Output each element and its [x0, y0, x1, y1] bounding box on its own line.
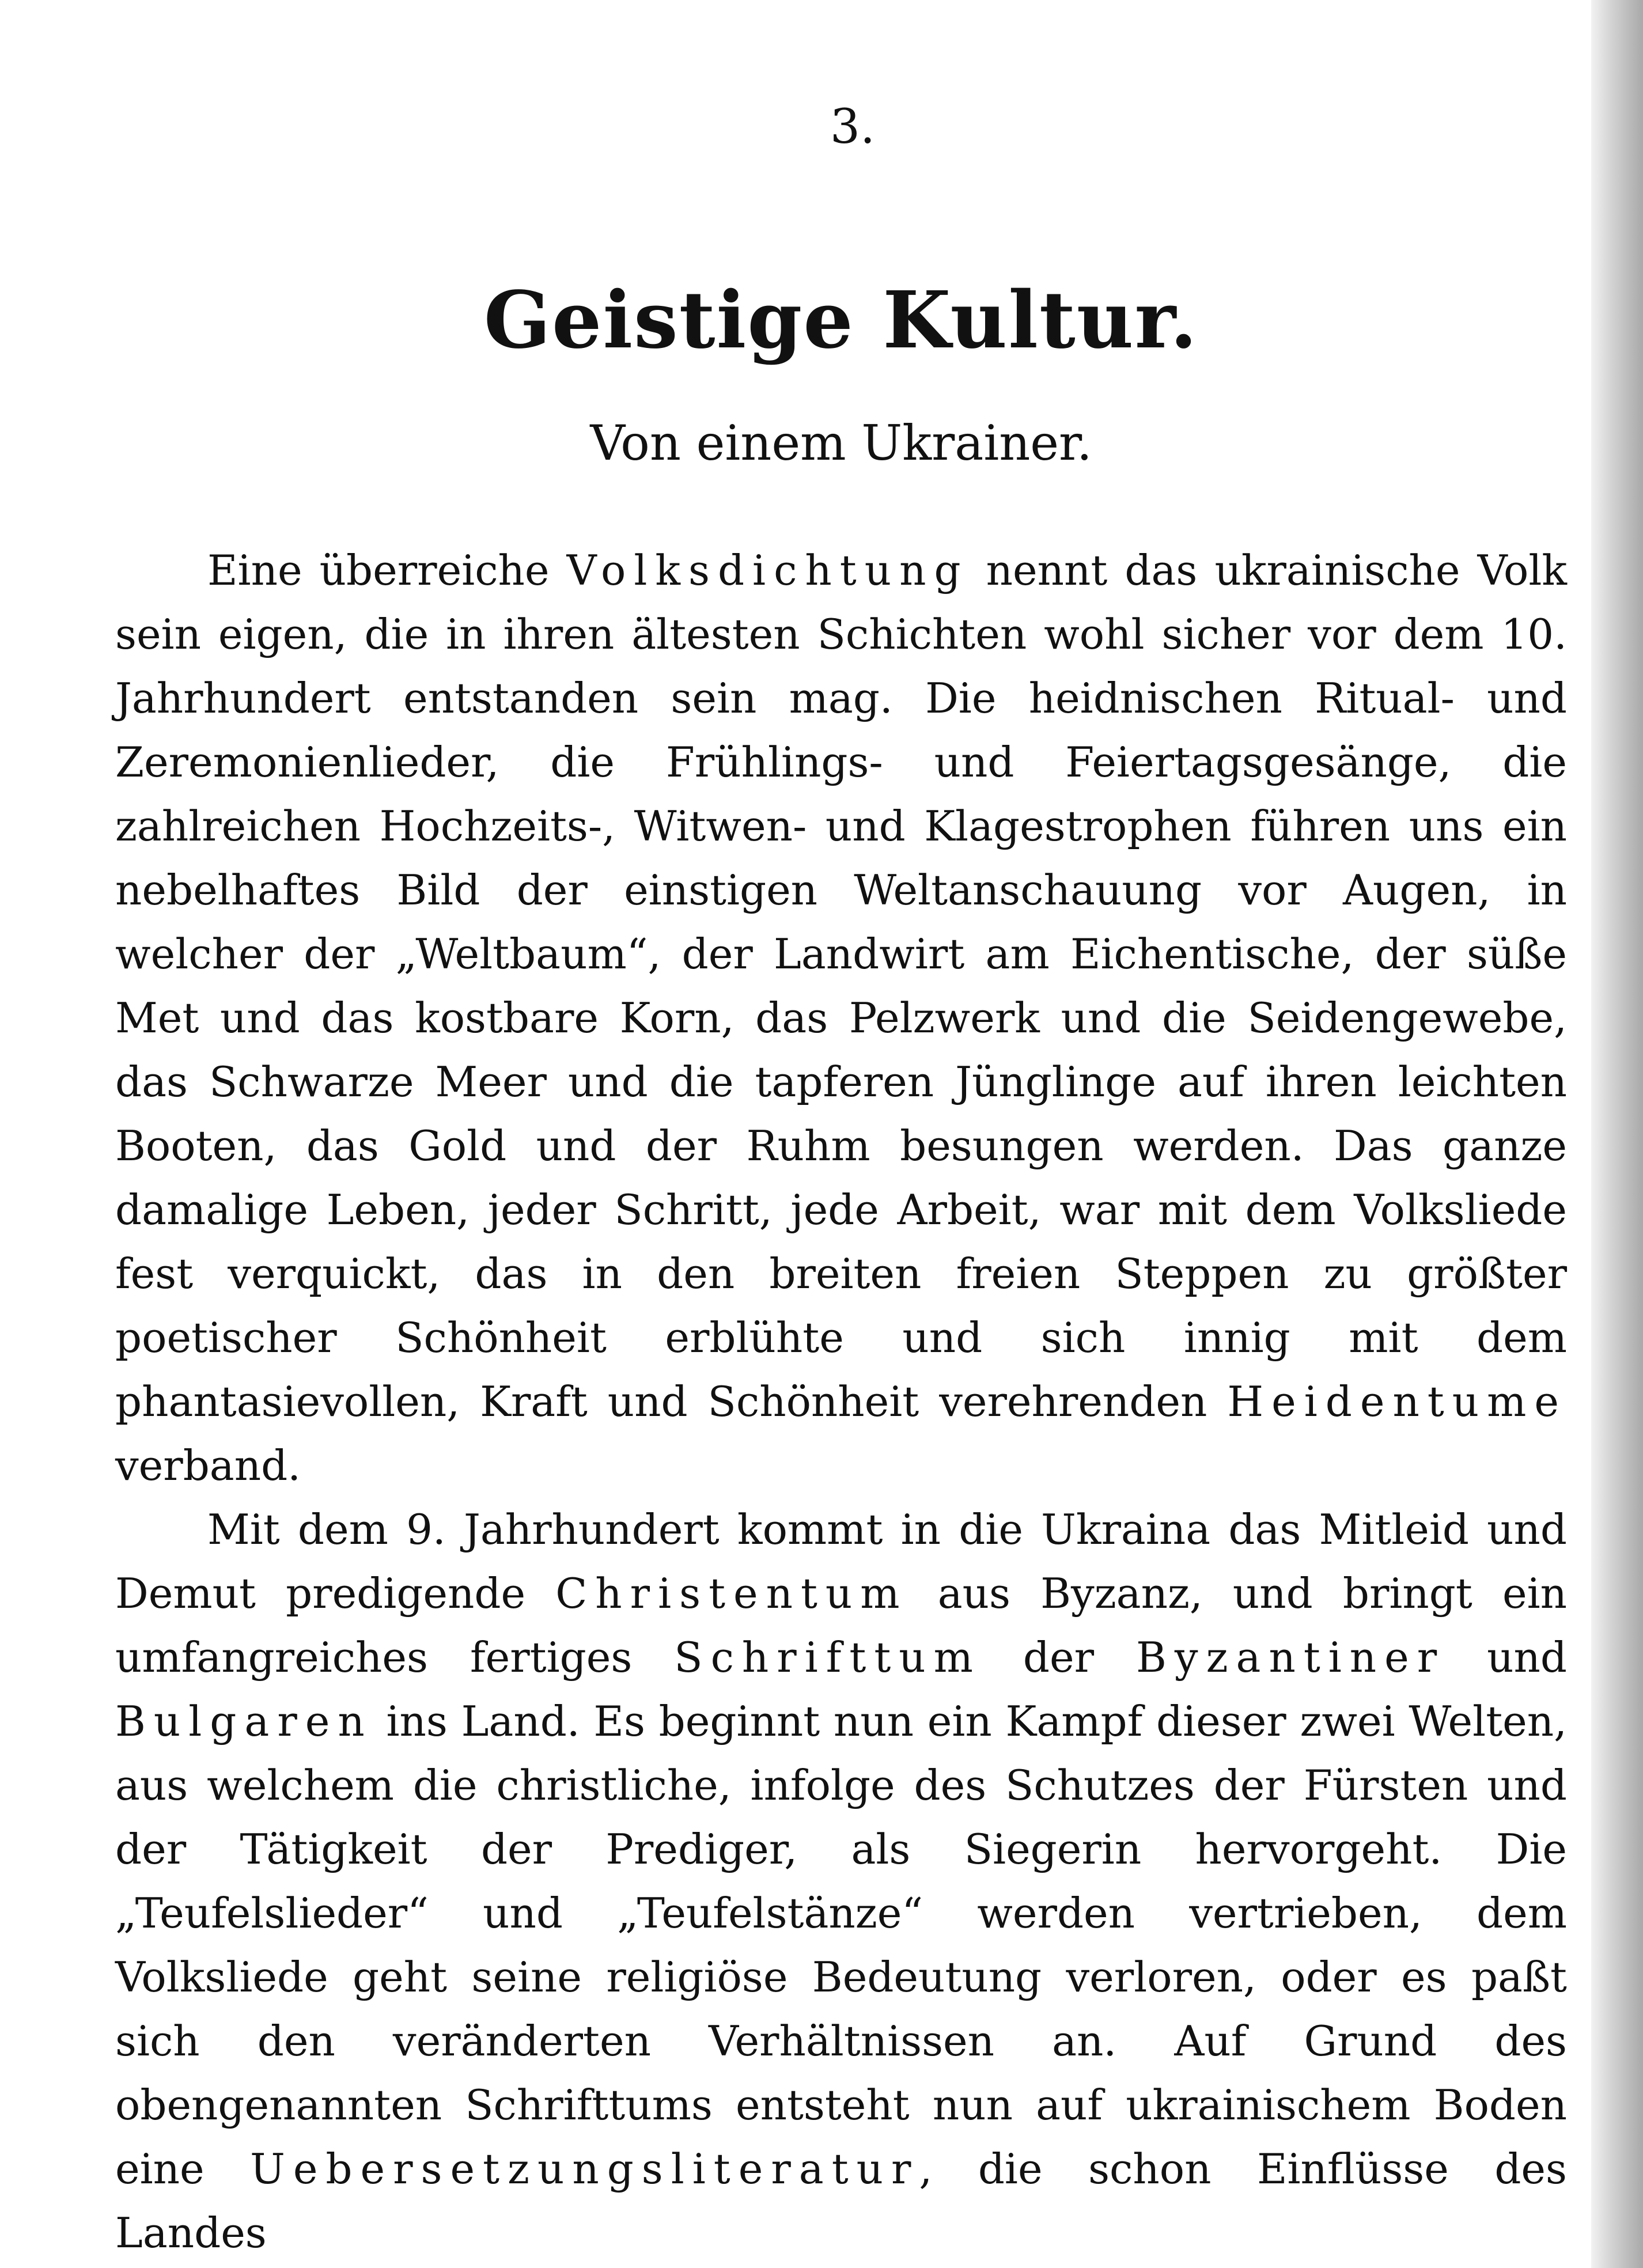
chapter-subtitle: Von einem Ukrainer. [590, 414, 1092, 471]
page-number: 3. [830, 100, 876, 154]
body-text [115, 539, 1567, 2265]
emphasized-term: Uebersetzungsliteratur [250, 2145, 919, 2194]
paragraph-text: verband. [115, 1441, 301, 1490]
book-page [115, 100, 1568, 2258]
paragraph-text: aus Byzanz, und bringt ein umfangreiches fertiges [115, 1569, 1567, 1682]
emphasized-term: Heidentume [1227, 1377, 1567, 1426]
emphasized-term: Byzantiner [1136, 1633, 1445, 1682]
emphasized-term: Bulgaren [115, 1697, 373, 1746]
paragraph-text: ins Land. Es beginnt nun ein Kampf dieser zwei Welten, aus welchem die christliche, infolge des Schutzes der Fürsten und der Tätigkeit der Prediger, als Siegerin hervorgeht. Die „Teufelslieder“ und „Teufelstänze“ werden vertrieben, dem Volksliede geht seine religiöse Bedeutung verloren, oder es paßt sich den veränderten Verhältnissen an. Auf Grund des obengenannten Schrifttums entsteht nun auf ukrainischem Boden eine [115, 1697, 1567, 2194]
chapter-title: Geistige Kultur. [483, 274, 1199, 366]
emphasized-term: Christentum [555, 1569, 908, 1618]
paragraph-2 [115, 1498, 1567, 2265]
paragraph-text: Mit dem 9. Jahrhundert kommt in die Ukraina das Mitleid und Demut predigende [115, 1505, 1567, 1618]
paragraph-text: Eine überreiche [207, 546, 567, 595]
paragraph-text: der [980, 1633, 1136, 1682]
emphasized-term: Schrifttum [674, 1633, 981, 1682]
paragraph-text: , die schon Einflüsse des Landes [115, 2145, 1567, 2258]
page-edge-shadow [1591, 0, 1643, 2268]
paragraph-1 [115, 539, 1567, 1498]
emphasized-term: Volksdichtung [566, 546, 969, 595]
paragraph-text: und [1445, 1633, 1568, 1682]
paragraph-text: nennt das ukrainische Volk sein eigen, die in ihren ältesten Schichten wohl sicher vor dem 10. Jahrhundert entstanden sein mag. Die heidnischen Ritual- und Zeremonienlieder, die Frühlings- und Feiertagsgesänge, die zahlreichen Hochzeits-, Witwen- und Klagestrophen führen uns ein nebelhaftes Bild der einstigen Weltanschauung vor Augen, in welcher der „Weltbaum“, der Landwirt am Eichentische, der süße Met und das kostbare Korn, das Pelzwerk und die Seidengewebe, das Schwarze Meer und die tapferen Jünglinge auf ihren leichten Booten, das Gold und der Ruhm besungen werden. Das ganze damalige Leben, jeder Schritt, jede Arbeit, war mit dem Volksliede fest verquickt, das in den breiten freien Steppen zu größter poetischer Schönheit erblühte und sich innig mit dem phantasievollen, Kraft und Schönheit verehrenden [115, 546, 1567, 1426]
